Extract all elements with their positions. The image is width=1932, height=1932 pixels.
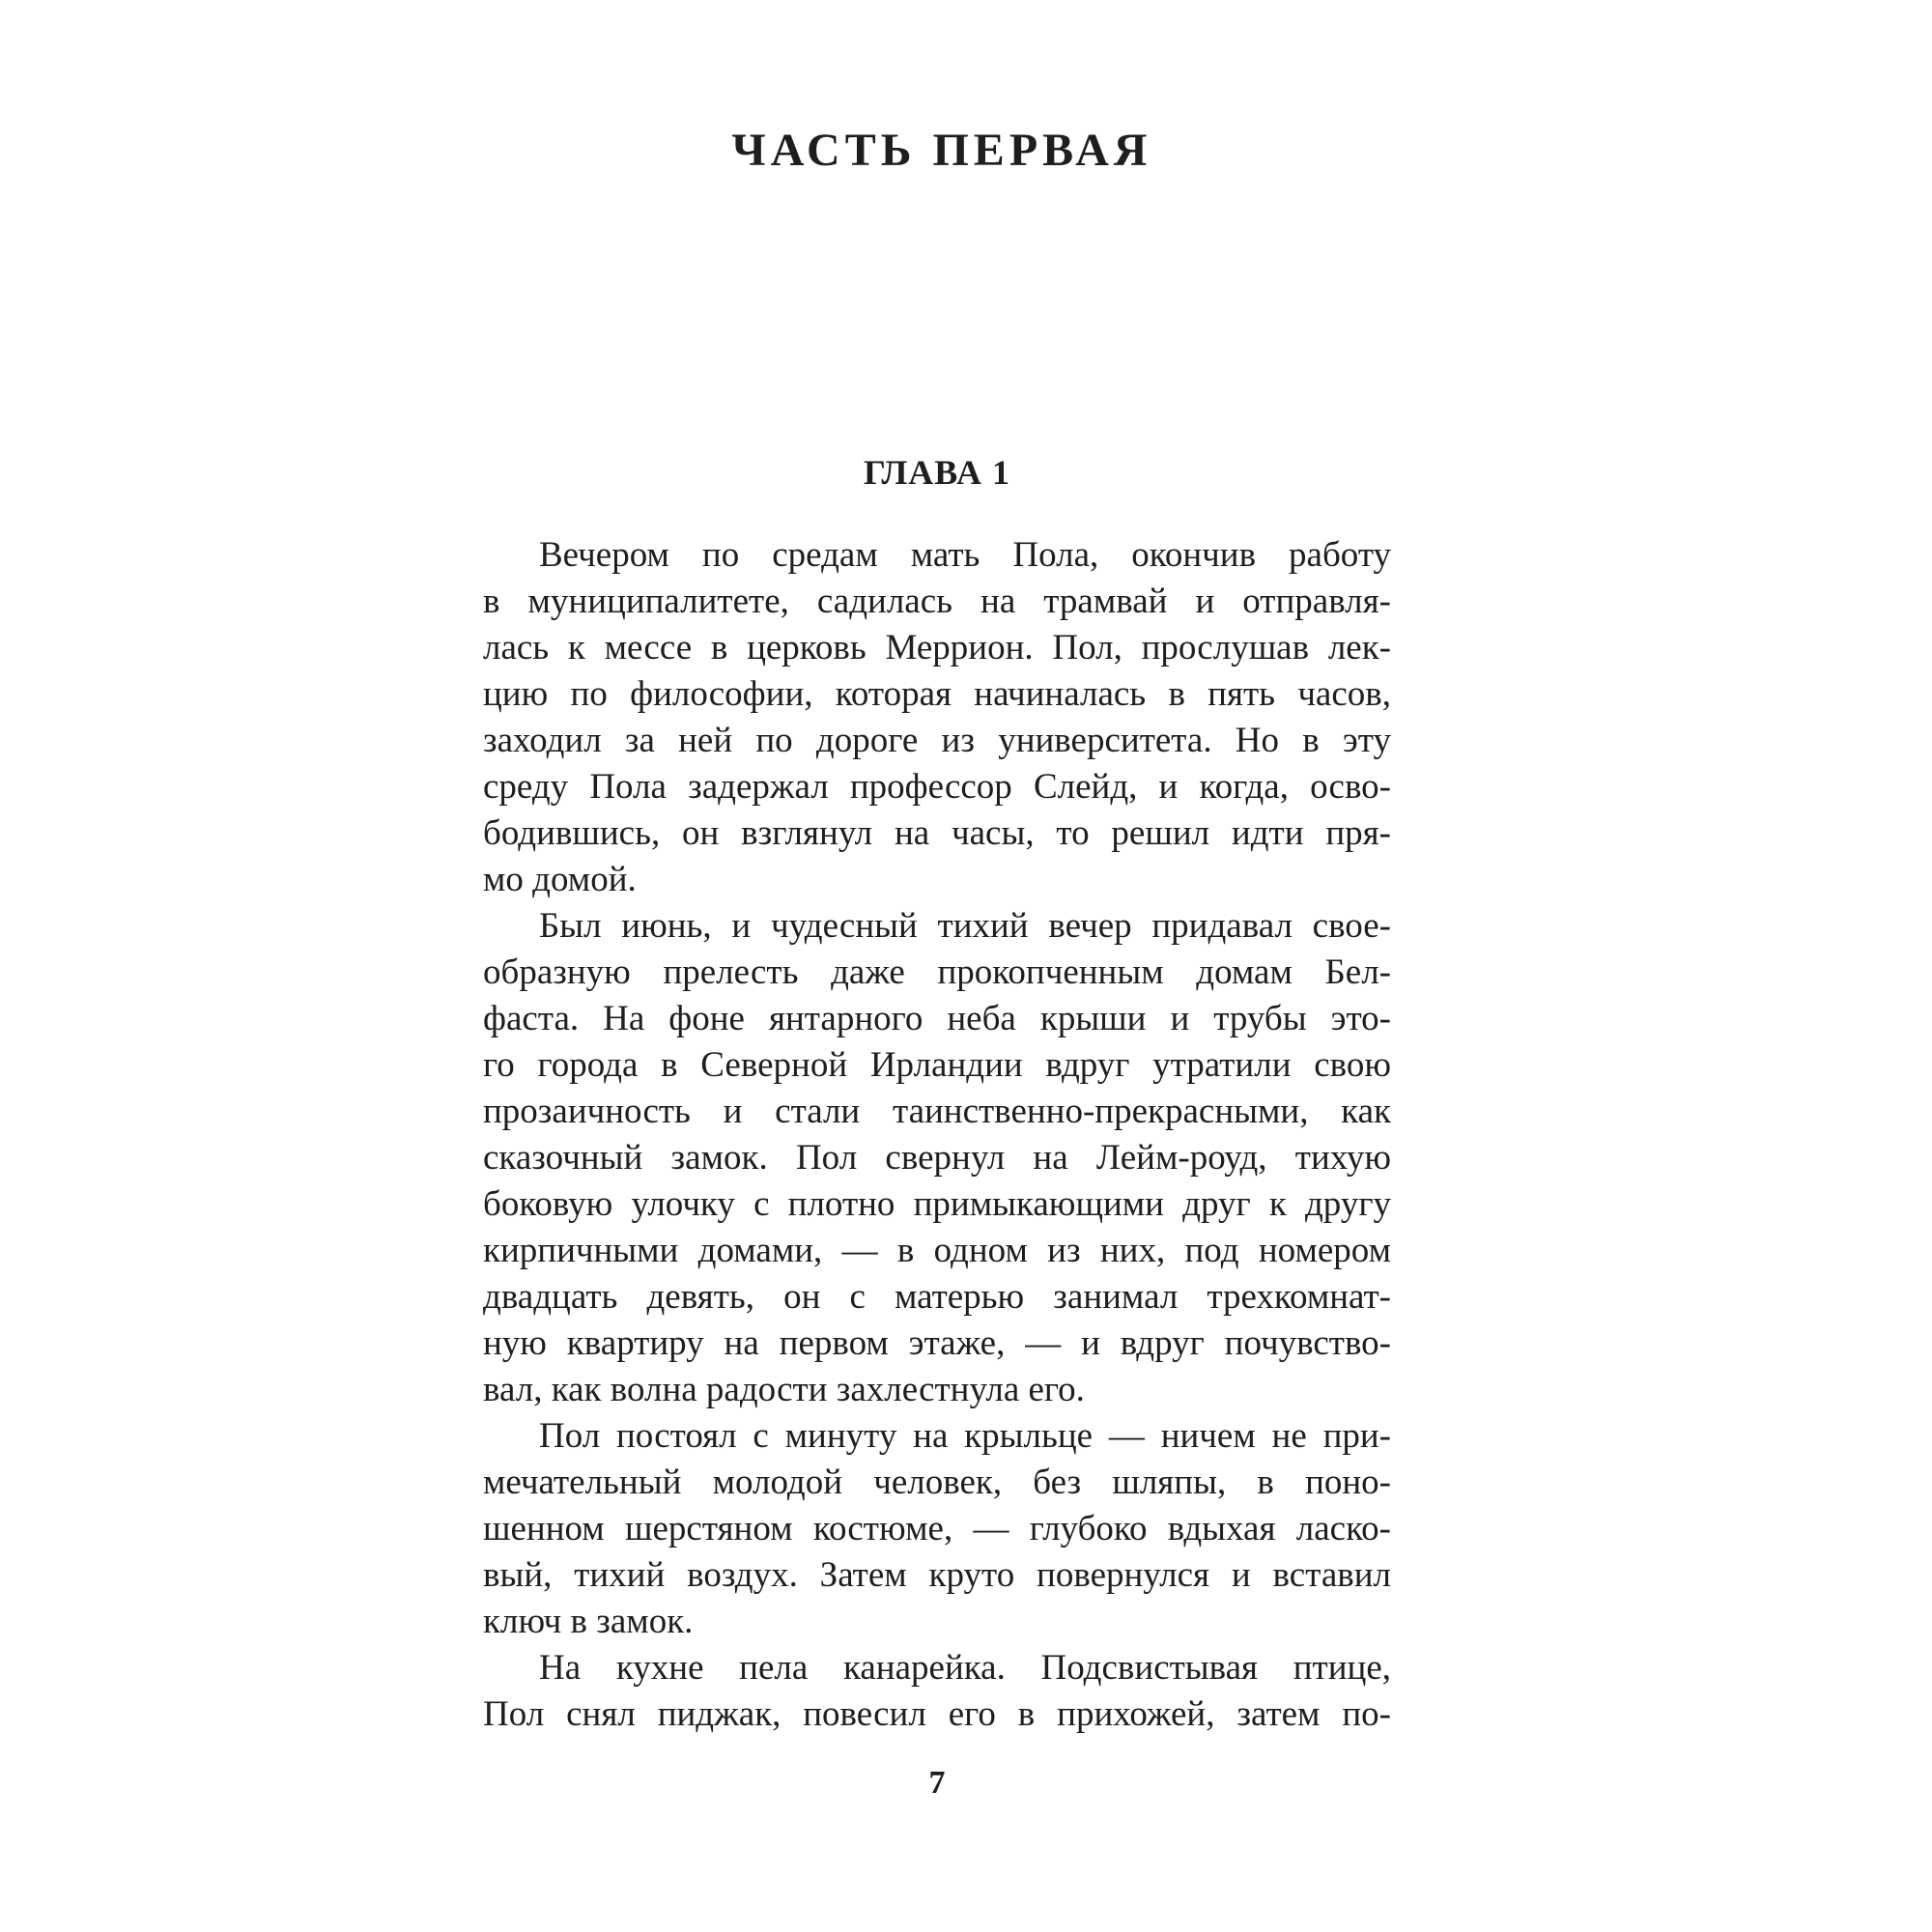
- text-line: образную прелесть даже прокопченным домам Бел-: [483, 952, 1391, 992]
- part-title: ЧАСТЬ ПЕРВАЯ: [731, 125, 1152, 176]
- text-line: Был июнь, и чудесный тихий вечер придавал свое-: [539, 906, 1391, 946]
- text-line: среду Пола задержал профессор Слейд, и когда, осво-: [483, 767, 1391, 807]
- text-line: бодившись, он взглянул на часы, то решил идти пря-: [483, 813, 1391, 853]
- text-line: заходил за ней по дороге из университета. Но в эту: [483, 721, 1391, 760]
- text-line: ключ в замок.: [483, 1602, 694, 1641]
- text-line: вый, тихий воздух. Затем круто повернулся и вставил: [483, 1555, 1391, 1595]
- text-line: двадцать девять, он с матерью занимал трехкомнат-: [483, 1277, 1391, 1317]
- text-line: Вечером по средам мать Пола, окончив работу: [539, 535, 1391, 575]
- text-line: вал, как волна радости захлестнула его.: [483, 1370, 1085, 1409]
- text-line: фаста. На фоне янтарного неба крыши и трубы это-: [483, 999, 1391, 1038]
- text-line: шенном шерстяном костюме, — глубоко вдыхая ласко-: [483, 1509, 1391, 1548]
- text-line: мо домой.: [483, 860, 637, 899]
- text-line: сказочный замок. Пол свернул на Лейм-роуд, тихую: [483, 1138, 1391, 1178]
- text-line: ную квартиру на первом этаже, — и вдруг почувство-: [483, 1323, 1391, 1363]
- text-line: в муниципалитете, садилась на трамвай и отправля-: [483, 582, 1391, 621]
- text-line: Пол постоял с минуту на крыльце — ничем не при-: [539, 1416, 1391, 1456]
- text-line: кирпичными домами, — в одном из них, под номером: [483, 1231, 1391, 1270]
- text-line: прозаичность и стали таинственно-прекрасными, как: [483, 1092, 1391, 1131]
- text-line: цию по философии, которая начиналась в пять часов,: [483, 674, 1391, 714]
- text-line: На кухне пела канарейка. Подсвистывая птице,: [539, 1648, 1391, 1688]
- text-line: боковую улочку с плотно примыкающими друг к другу: [483, 1184, 1391, 1224]
- text-line: го города в Северной Ирландии вдруг утратили свою: [483, 1045, 1391, 1085]
- chapter-text: [483, 532, 1391, 1738]
- text-line: Пол снял пиджак, повесил его в прихожей, затем по-: [483, 1694, 1391, 1734]
- page-number: 7: [928, 1765, 946, 1801]
- chapter-title: ГЛАВА 1: [863, 453, 1011, 492]
- text-line: мечательный молодой человек, без шляпы, в поно-: [483, 1463, 1391, 1502]
- text-line: лась к мессе в церковь Меррион. Пол, прослушав лек-: [483, 628, 1391, 668]
